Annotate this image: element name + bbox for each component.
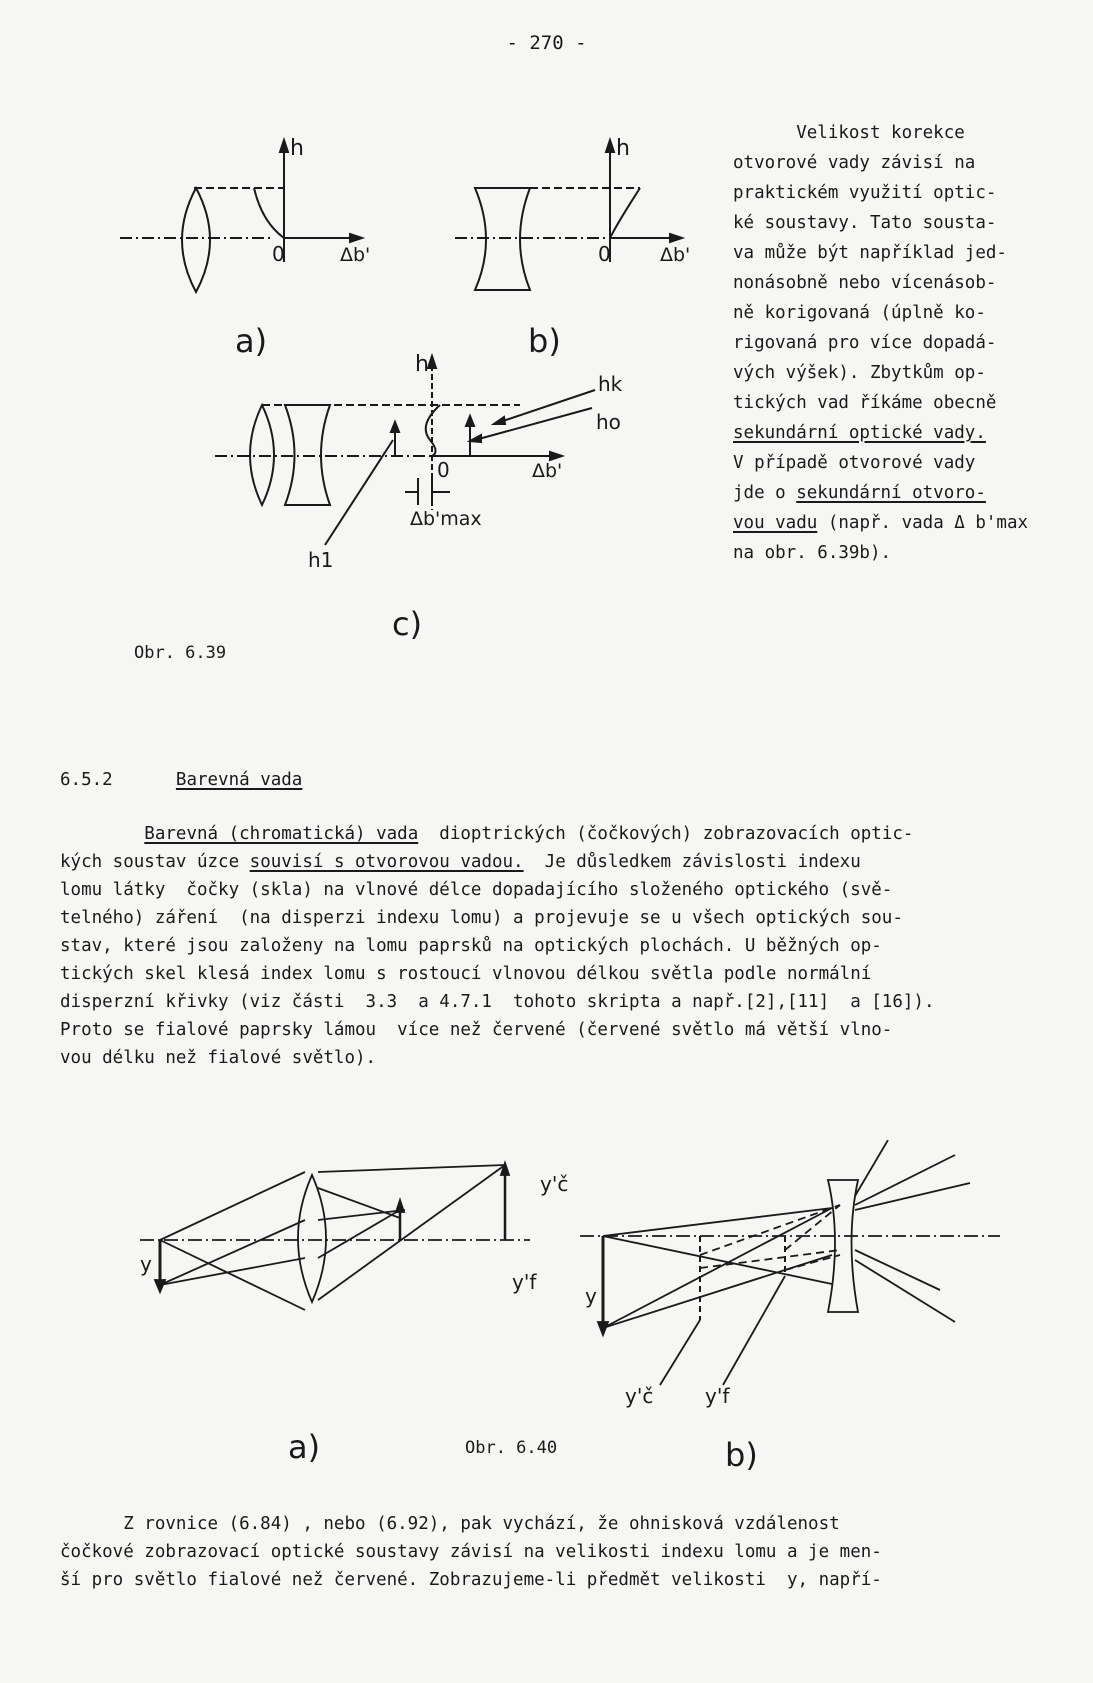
y-label-640b: y [585, 1284, 597, 1308]
figure-6-39-caption: Obr. 6.39 [134, 643, 227, 663]
sidebar-line: nonásobně nebo vícenásob- [733, 273, 997, 293]
h1-label: h1 [308, 548, 334, 572]
sidebar-line: rigovaná pro více dopadá- [733, 333, 997, 353]
sidebar-line: ně korigovaná (úplně ko- [733, 303, 986, 323]
paragraph-line: stav, které jsou založeny na lomu paprsků na optických plochách. U běžných op- [60, 936, 882, 956]
text-span: Je důsledkem závislosti indexu [523, 852, 861, 872]
figure-6-40-diagram [0, 1140, 1093, 1520]
paragraph-line [60, 848, 1070, 876]
h-label-c: h [415, 352, 429, 377]
section-title: Barevná vada [175, 770, 303, 790]
paragraph-chromatic [60, 820, 1070, 1072]
section-heading [60, 770, 302, 790]
figure-6-40-caption: Obr. 6.40 [465, 1438, 558, 1458]
sidebar-line: va může být například jed- [733, 243, 1007, 263]
sidebar-line: praktickém využití optic- [733, 183, 997, 203]
yf-label-640b: y'f [705, 1384, 730, 1408]
concave-lens-640b [828, 1180, 858, 1312]
sidebar-line: ké soustavy. Tato sousta- [733, 213, 997, 233]
h-label-b: h [616, 136, 630, 161]
panel-label-b-640: b) [725, 1436, 758, 1474]
ho-label: ho [596, 410, 621, 434]
dbmax-label: Δb'max [410, 508, 482, 530]
db-label-b: Δb' [660, 244, 691, 266]
paragraph-line: vou délku než fialové světlo). [60, 1048, 377, 1068]
y-label-640a: y [140, 1252, 152, 1276]
term-secondary-spherical-cont: vou vadu [733, 513, 818, 533]
sidebar-line: tických vad říkáme obecně [733, 393, 997, 413]
zero-label-b: 0 [598, 242, 611, 266]
db-label-c: Δb' [532, 460, 563, 482]
paragraph-line: čočkové zobrazovací optické soustavy závisí na velikosti indexu lomu a je men- [60, 1542, 882, 1562]
yf-label-640a: y'f [512, 1270, 537, 1294]
convex-lens-640a [298, 1175, 326, 1302]
paragraph-focal-length [60, 1510, 1070, 1594]
paragraph-line: disperzní křivky (viz části 3.3 a 4.7.1 tohoto skripta a např.[2],[11] a [16]). [60, 992, 935, 1012]
paragraph-line: telného) záření (na disperzi indexu lomu) a projevuje se u všech optických sou- [60, 908, 903, 928]
sidebar-line [733, 508, 1078, 538]
convex-lens-a [182, 188, 210, 292]
panel-label-b-639: b) [528, 322, 561, 360]
paragraph-line: lomu látky čočky (skla) na vlnové délce dopadajícího složeného optického (svě- [60, 880, 893, 900]
paragraph-line [60, 820, 1070, 848]
sidebar-line [733, 478, 1078, 508]
hk-label: hk [598, 372, 623, 396]
aberration-curve-b [610, 188, 640, 238]
page-number: - 270 - [506, 32, 587, 54]
term-secondary-spherical: sekundární otvoro- [796, 483, 986, 503]
paragraph-line: ší pro světlo fialové než červené. Zobrazujeme-li předmět velikosti y, napří- [60, 1570, 882, 1590]
sidebar-line: na obr. 6.39b). [733, 543, 892, 563]
text-span: dioptrických (čočkových) zobrazovacích optic- [418, 824, 914, 844]
sidebar-text-span: (např. vada Δ b'max [817, 513, 1029, 533]
sidebar-line: otvorové vady závisí na [733, 153, 976, 173]
paragraph-line: tických skel klesá index lomu s rostoucí vlnovou délkou světla podle normální [60, 964, 872, 984]
sidebar-line: V případě otvorové vady [733, 453, 976, 473]
panel-label-a-640: a) [288, 1428, 321, 1466]
panel-label-c-639: c) [392, 605, 423, 643]
term-related-spherical: souvisí s otvorovou vadou. [249, 852, 524, 872]
sidebar-line: vých výšek). Zbytkům op- [733, 363, 986, 383]
term-secondary-aberrations: sekundární optické vady. [733, 423, 986, 443]
db-label-a: Δb' [340, 244, 371, 266]
paragraph-line: Proto se fialové paprsky lámou více než červené (červené světlo má větší vlno- [60, 1020, 893, 1040]
zero-label-c: 0 [437, 458, 450, 482]
yc-label-640b: y'č [625, 1384, 654, 1408]
zero-label-a: 0 [272, 242, 285, 266]
sidebar-text-span: jde o [733, 483, 797, 503]
yc-label-640a: y'č [540, 1172, 569, 1196]
sidebar-text [733, 118, 1078, 568]
sidebar-line [733, 418, 1078, 448]
section-number: 6.5.2 [60, 770, 113, 790]
panel-label-a-639: a) [235, 322, 268, 360]
aberration-curve-a [254, 188, 284, 238]
sidebar-line: Velikost korekce [733, 123, 965, 143]
paragraph-line: Z rovnice (6.84) , nebo (6.92), pak vychází, že ohnisková vzdálenost [60, 1514, 840, 1534]
text-span: kých soustav úzce [60, 852, 250, 872]
h-label-a: h [290, 136, 304, 161]
term-chromatic-aberration: Barevná (chromatická) vada [144, 824, 419, 844]
